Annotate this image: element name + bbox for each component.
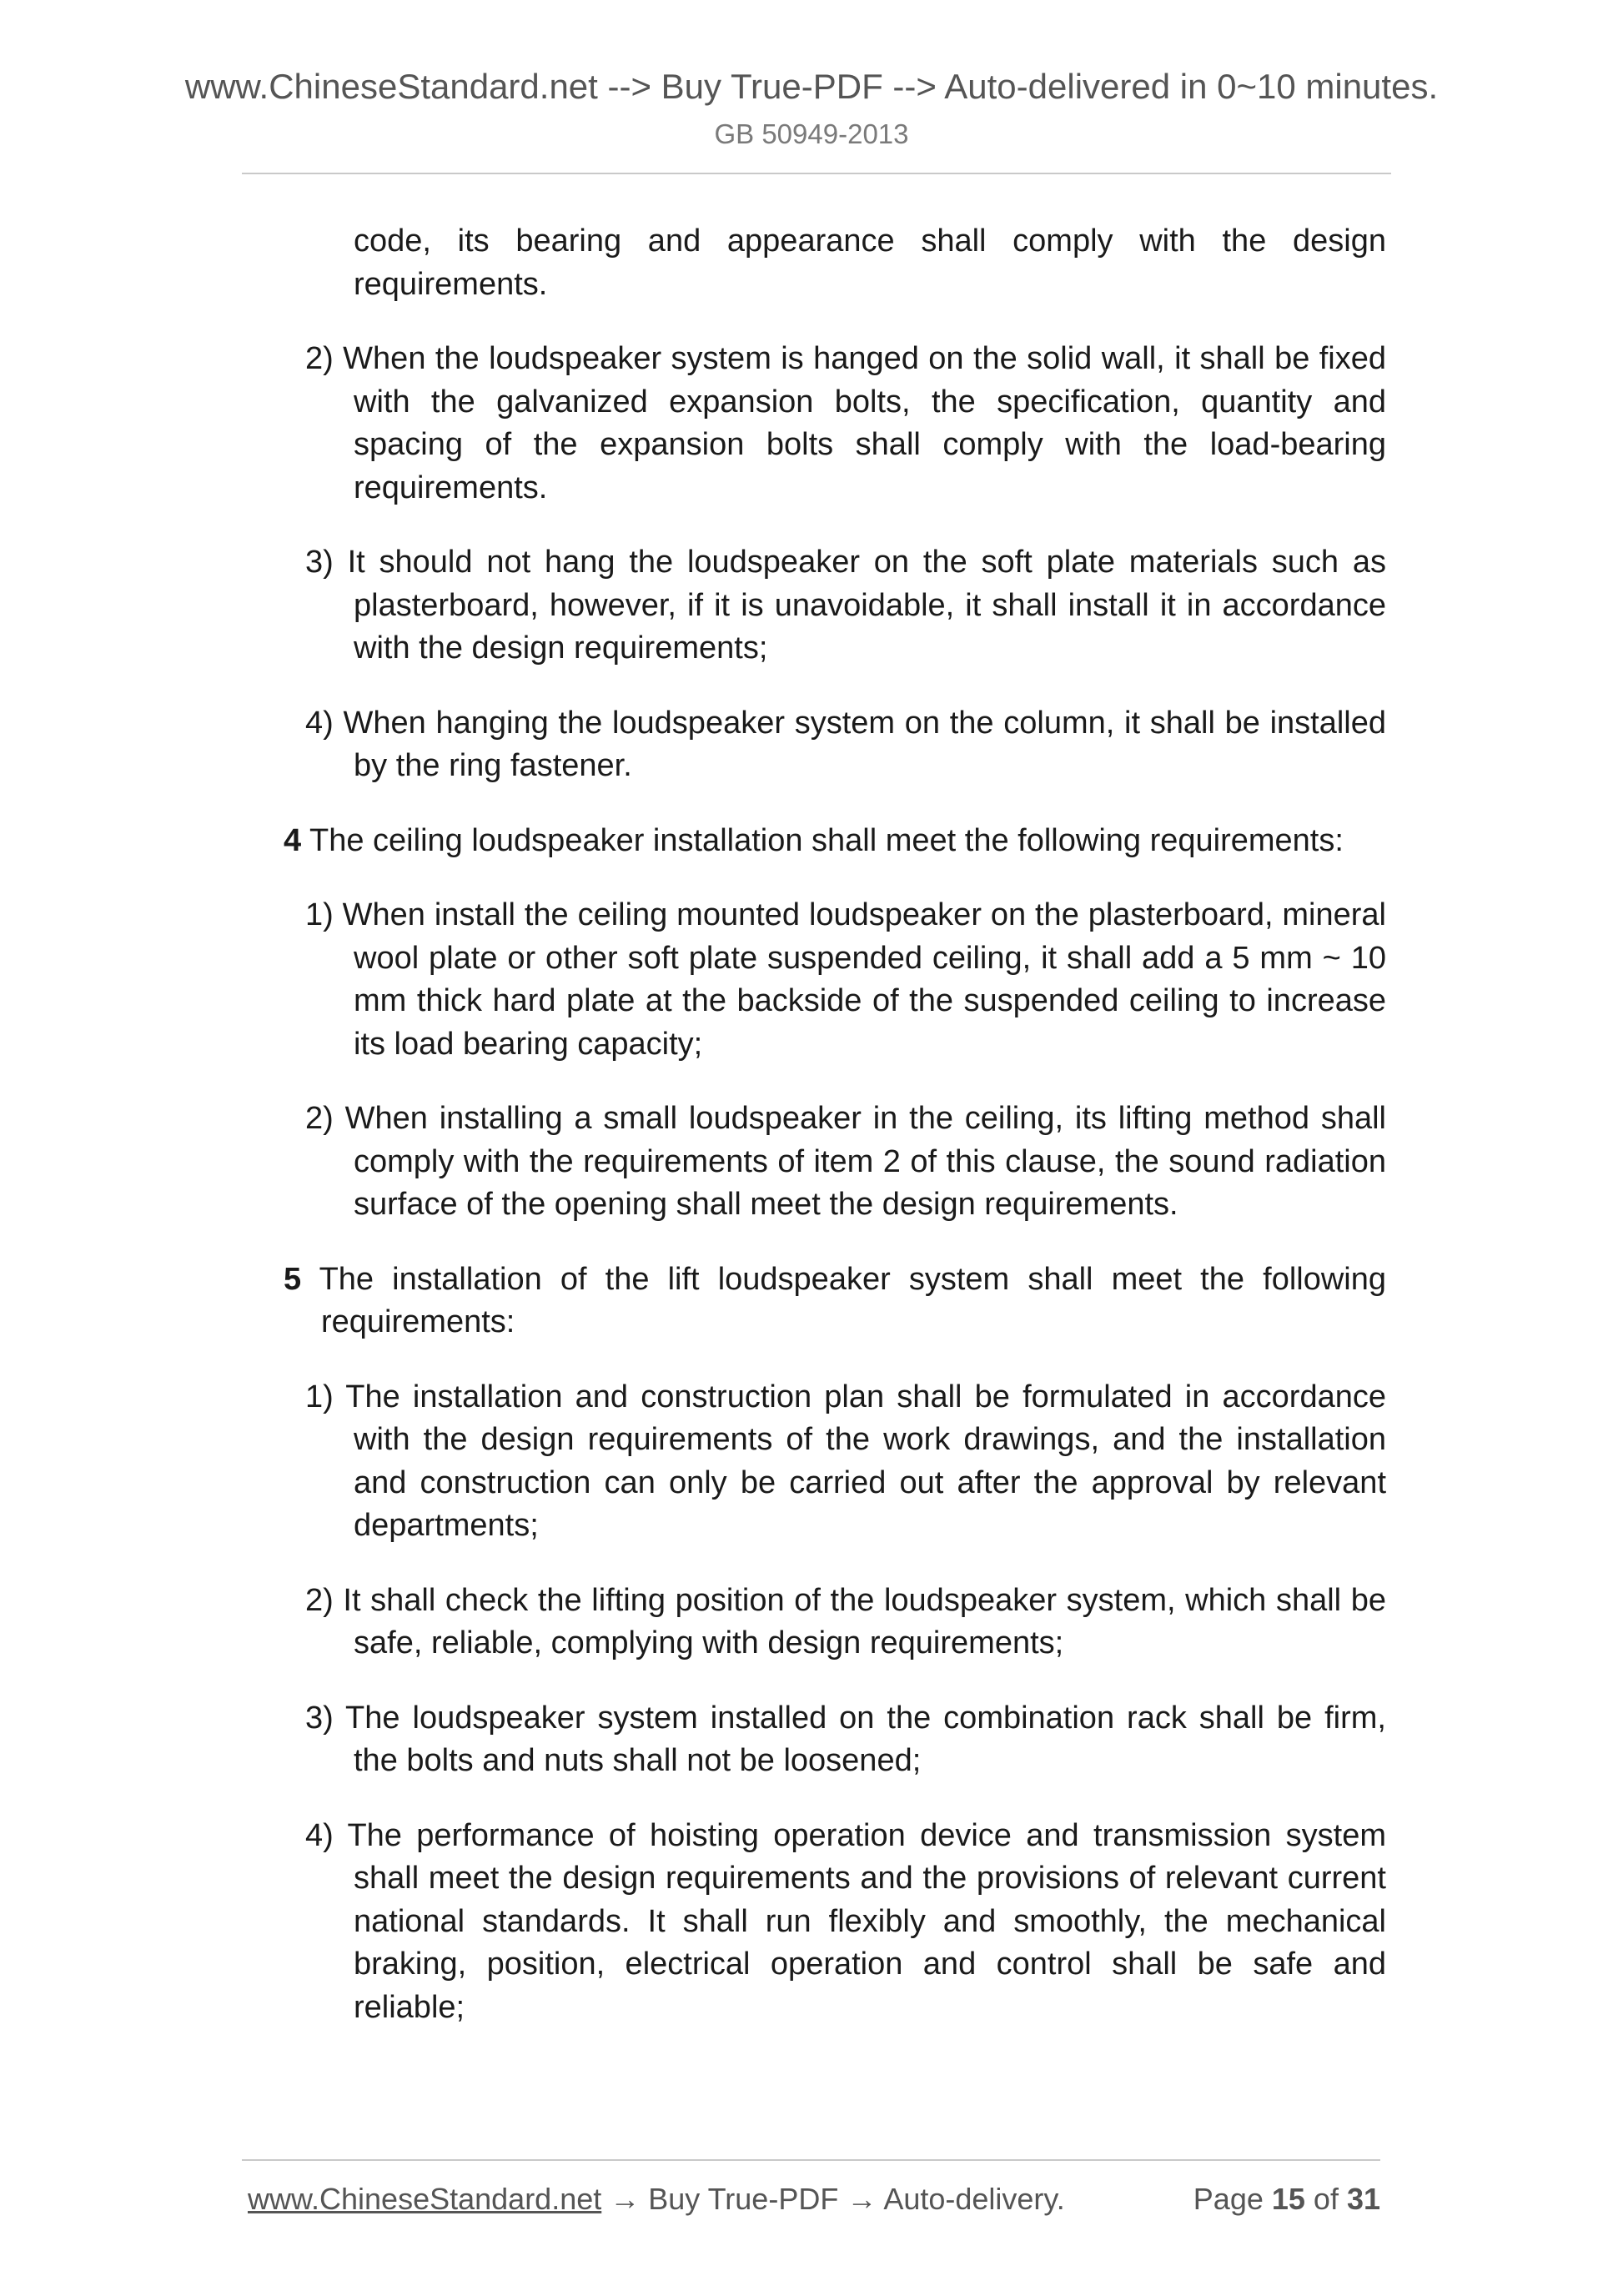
list-item-5-2: 2) It shall check the lifting position of the loudspeaker system, which shall be safe, reliable, complying with design requirements; xyxy=(305,1582,1386,1660)
continued-paragraph: code, its bearing and appearance shall comply with the design requirements. xyxy=(354,224,1386,302)
page-of: of xyxy=(1304,2182,1347,2216)
clause-5-number: 5 xyxy=(284,1261,302,1297)
list-item-3-2: 2) When the loudspeaker system is hanged on the solid wall, it shall be fixed with the galvanized expansion bolts, the specification, quantity and spacing of the expansion bolts shall comply with the load-bearing requirements. xyxy=(305,341,1386,505)
page-number xyxy=(1193,2178,1380,2220)
header-divider xyxy=(242,173,1391,174)
clause-5 xyxy=(284,1259,1386,1344)
page-current: 15 xyxy=(1271,2182,1305,2216)
footer-links xyxy=(248,2178,1065,2220)
page-label: Page xyxy=(1193,2182,1272,2216)
header-banner: www.ChineseStandard.net --> Buy True-PDF --> Auto-delivered in 0~10 minutes. xyxy=(184,67,1439,106)
list-item-5-3: 3) The loudspeaker system installed on the combination rack shall be firm, the bolts and nuts shall not be loosened; xyxy=(305,1700,1386,1778)
clause-4-text: The ceiling loudspeaker installation shall meet the following requirements: xyxy=(301,822,1344,858)
list-item-5-1: 1) The installation and construction plan shall be formulated in accordance with the design requirements of the work drawings, and the installation and construction can only be carried out after the approval by relevant departments; xyxy=(305,1379,1386,1543)
footer-divider xyxy=(242,2159,1380,2161)
footer-tagline: → Buy True-PDF → Auto-delivery. xyxy=(601,2182,1065,2216)
clause-5-text: The installation of the lift loudspeaker system shall meet the following requirements: xyxy=(301,1261,1386,1339)
list-item-3-3: 3) It should not hang the loudspeaker on the soft plate materials such as plasterboard, however, if it is unavoidable, it shall install it in accordance with the design requirements; xyxy=(305,545,1386,666)
standard-number: GB 50949-2013 xyxy=(714,118,909,149)
clause-4-number: 4 xyxy=(284,822,302,858)
list-item-5-4: 4) The performance of hoisting operation device and transmission system shall meet the design requirements and the provisions of relevant current national standards. It shall run flexibly and smoothly, the mechanical braking, position, electrical operation and control shall be safe and reliable; xyxy=(305,1817,1386,2025)
document-body xyxy=(284,220,1386,2061)
list-item-3-4: 4) When hanging the loudspeaker system on the column, it shall be installed by the ring fastener. xyxy=(305,705,1386,783)
clause-4 xyxy=(284,820,1386,863)
list-item-4-2: 2) When installing a small loudspeaker in the ceiling, its lifting method shall comply with the requirements of item 2 of this clause, the sound radiation surface of the opening shall meet the design requirements. xyxy=(305,1101,1386,1222)
page-total: 31 xyxy=(1346,2182,1380,2216)
page-header xyxy=(0,62,1623,153)
list-item-4-1: 1) When install the ceiling mounted loudspeaker on the plasterboard, mineral wool plate or other soft plate suspended ceiling, it shall add a 5 mm ~ 10 mm thick hard plate at the backside of the suspended ceiling to increase its load bearing capacity; xyxy=(305,897,1386,1062)
footer-site-link[interactable]: www.ChineseStandard.net xyxy=(248,2182,602,2216)
